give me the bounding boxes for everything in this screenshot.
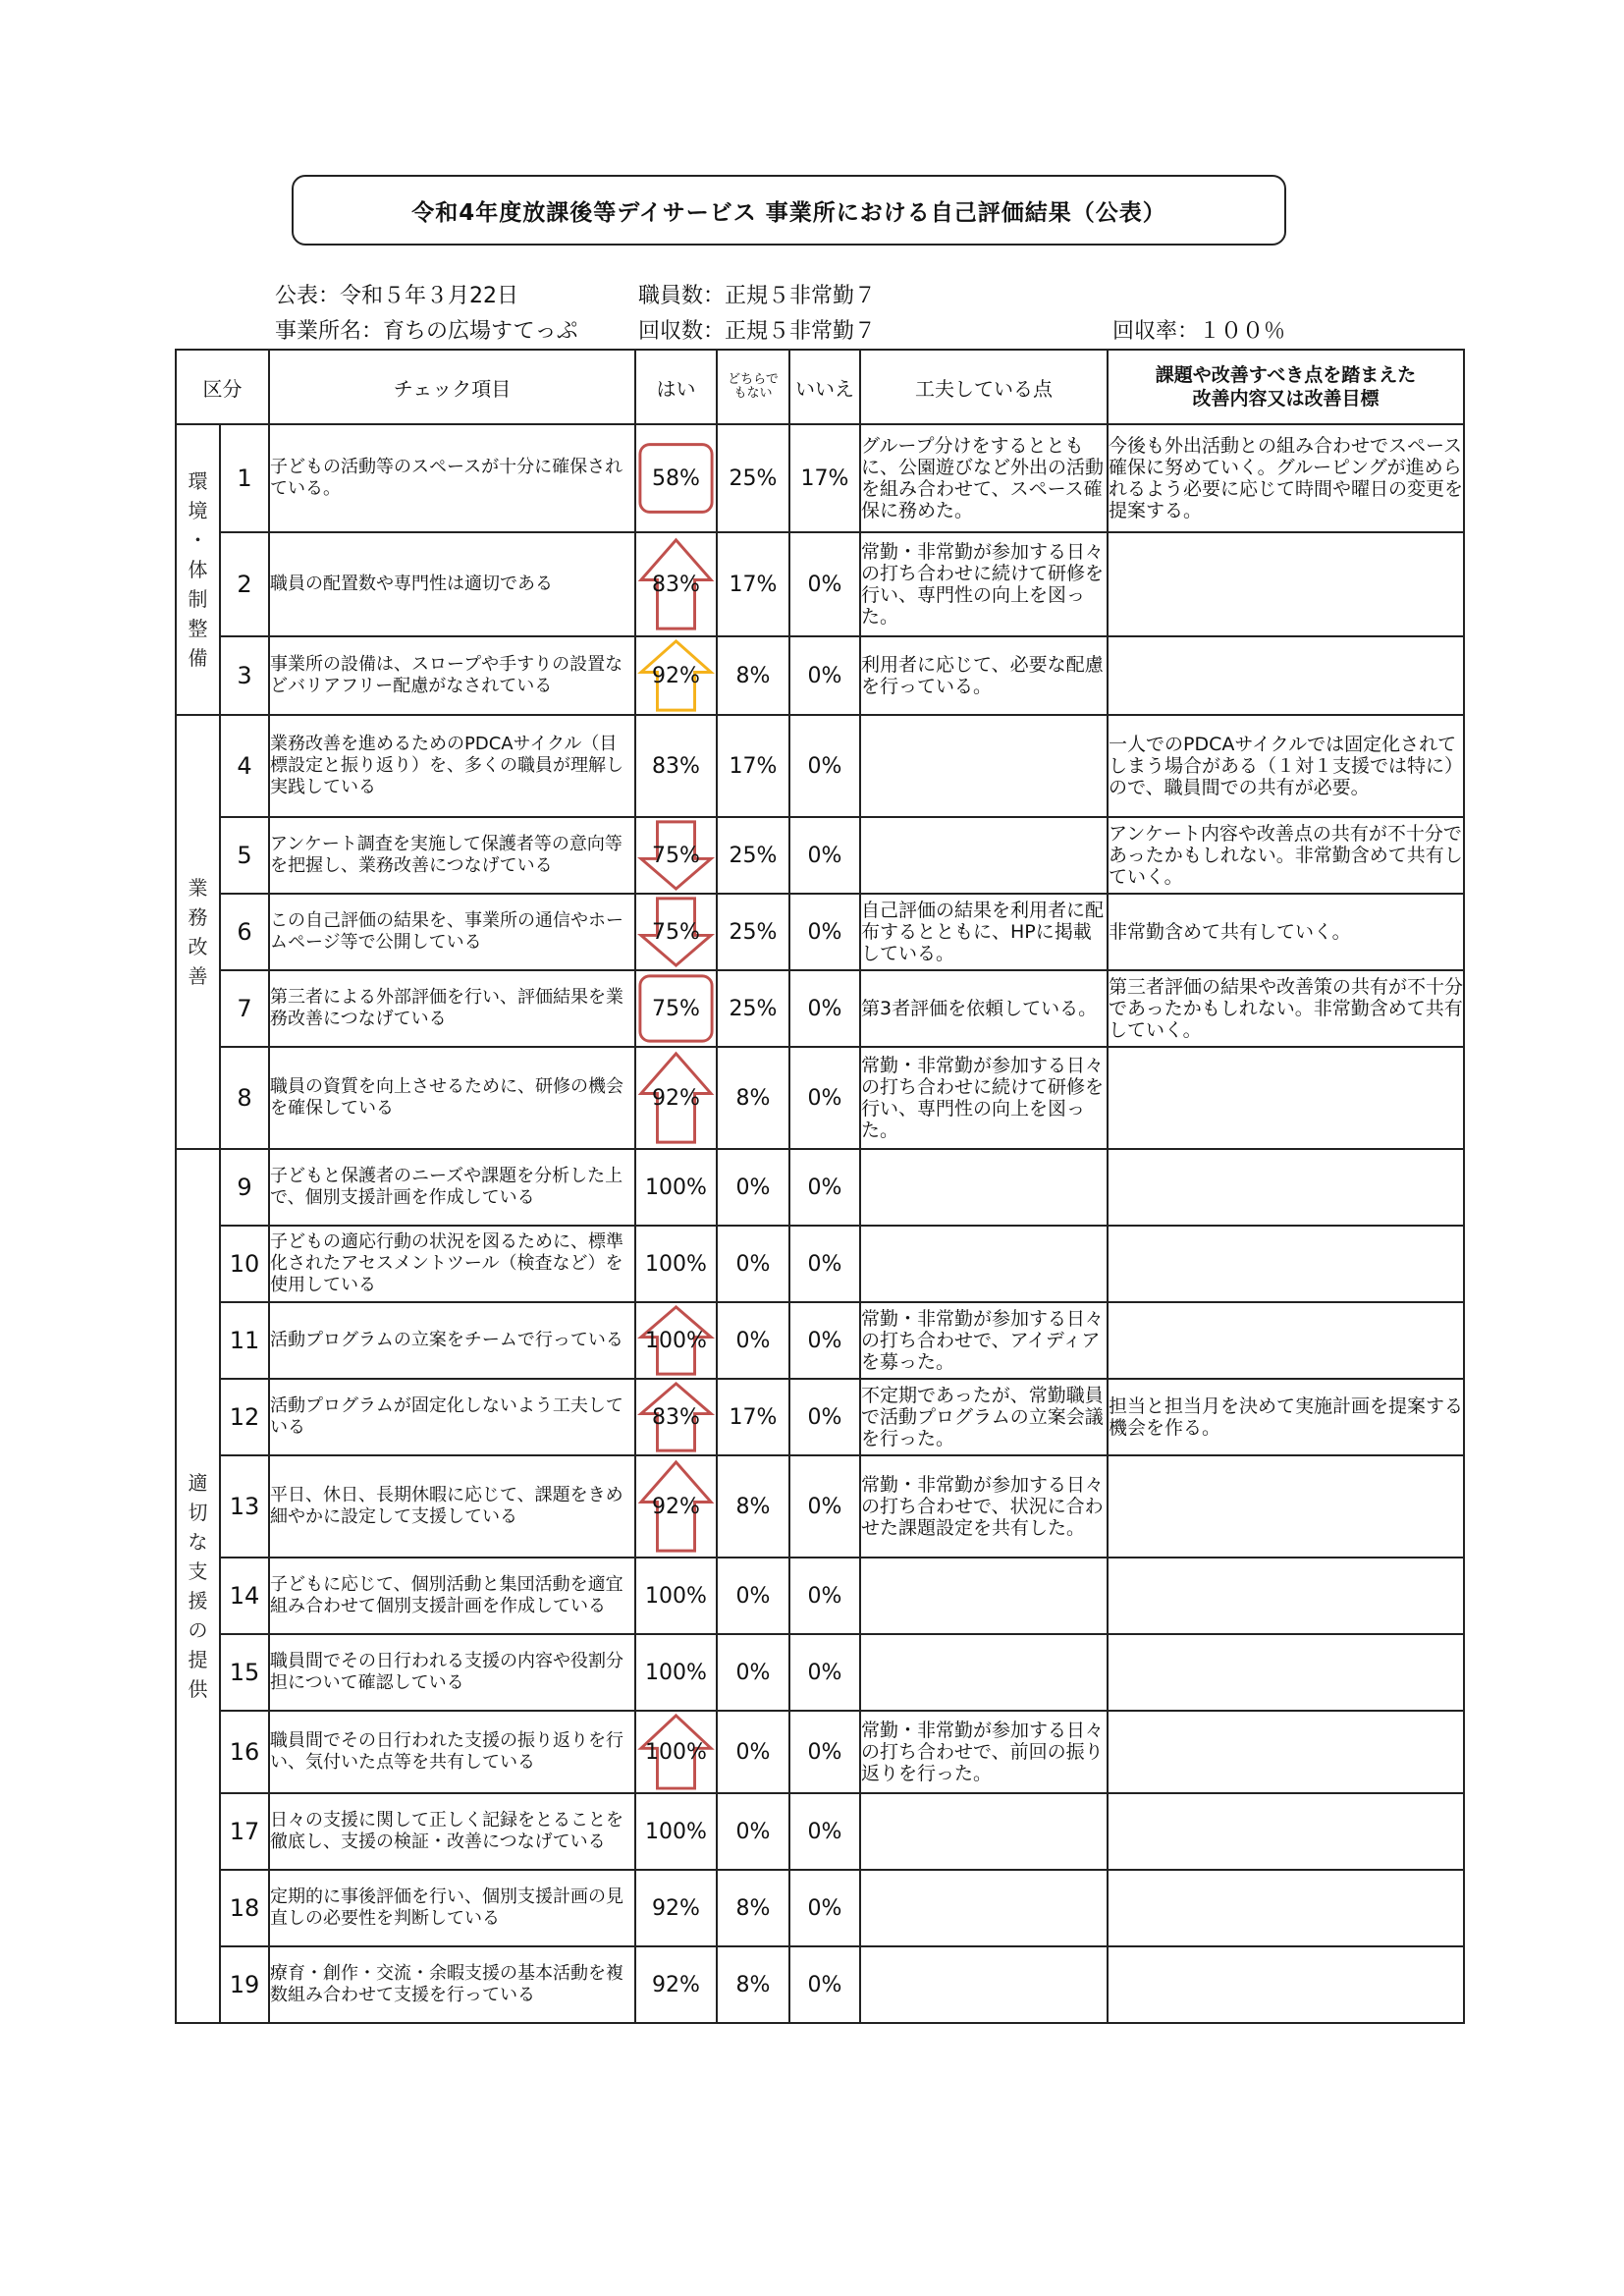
yes-percent: [635, 1870, 717, 1946]
issue-note: [1108, 1711, 1464, 1793]
neither-percent: 8%: [717, 636, 789, 715]
no-percent: 0%: [789, 1870, 860, 1946]
table-row: [176, 636, 1464, 715]
effort-note: 常勤・非常勤が参加する日々の打ち合わせで、前回の振り返りを行った。: [860, 1711, 1108, 1793]
category-char: 切: [188, 1501, 208, 1524]
effort-note: 常勤・非常勤が参加する日々の打ち合わせで、アイディアを募った。: [860, 1302, 1108, 1379]
issue-note: [1108, 1226, 1464, 1302]
row-number: 12: [220, 1379, 269, 1455]
category-char: の: [188, 1618, 208, 1642]
no-percent: 0%: [789, 970, 860, 1047]
check-item: 子どもに応じて、個別活動と集団活動を適宜組み合わせて個別支援計画を作成している: [269, 1558, 635, 1634]
yes-percent: [635, 1302, 717, 1379]
yes-value: 83%: [652, 753, 700, 779]
header-row: [176, 350, 1464, 424]
no-percent: 0%: [789, 817, 860, 894]
row-number: 17: [220, 1793, 269, 1870]
row-number: 6: [220, 894, 269, 970]
category-char: 供: [188, 1677, 208, 1701]
yes-percent: [635, 1793, 717, 1870]
check-item: 職員間でその日行われる支援の内容や役割分担について確認している: [269, 1634, 635, 1711]
table-row: [176, 1226, 1464, 1302]
issue-note: [1108, 1455, 1464, 1558]
yes-value: 83%: [652, 572, 700, 597]
effort-note: 自己評価の結果を利用者に配布するとともに、HPに掲載している。: [860, 894, 1108, 970]
header-item: チェック項目: [269, 350, 635, 424]
header-effort: 工夫している点: [860, 350, 1108, 424]
category-char: 制: [188, 587, 208, 611]
issue-note: 一人でのPDCAサイクルでは固定化されてしまう場合がある（１対１支援では特に）ので、職員間での共有が必要。: [1108, 715, 1464, 817]
issue-note: 今後も外出活動との組み合わせでスペース確保に努めていく。グルーピングが進められるよう必要に応じて時間や曜日の変更を提案する。: [1108, 424, 1464, 532]
yes-percent: [635, 817, 717, 894]
issue-note: [1108, 1793, 1464, 1870]
issue-note: 担当と担当月を決めて実施計画を提案する機会を作る。: [1108, 1379, 1464, 1455]
yes-value: 100%: [645, 1819, 707, 1844]
neither-percent: 17%: [717, 1379, 789, 1455]
effort-note: [860, 715, 1108, 817]
neither-percent: 8%: [717, 1946, 789, 2023]
table-row: [176, 1047, 1464, 1149]
header-neither: [717, 350, 789, 424]
collection-rate: 回収率：１００％: [1112, 319, 1286, 344]
issue-note: [1108, 1870, 1464, 1946]
yes-value: 75%: [652, 843, 700, 868]
issue-note: [1108, 1558, 1464, 1634]
no-percent: 0%: [789, 1634, 860, 1711]
check-item: 子どもの活動等のスペースが十分に確保されている。: [269, 424, 635, 532]
table-row: [176, 1455, 1464, 1558]
yes-value: 100%: [645, 1739, 707, 1765]
no-percent: 0%: [789, 1226, 860, 1302]
collected-count: 回収数：正規５非常勤７: [638, 319, 877, 344]
category-char: 改: [188, 935, 208, 958]
issue-note: [1108, 532, 1464, 636]
no-percent: 0%: [789, 1946, 860, 2023]
table-row: [176, 1793, 1464, 1870]
effort-note: [860, 1558, 1108, 1634]
category-char: 務: [188, 905, 208, 929]
neither-percent: 0%: [717, 1226, 789, 1302]
category-char: な: [188, 1530, 208, 1554]
no-percent: 0%: [789, 1558, 860, 1634]
no-percent: 0%: [789, 1379, 860, 1455]
neither-percent: 17%: [717, 715, 789, 817]
category-char: 境: [188, 499, 208, 522]
issue-note: 非常勤含めて共有していく。: [1108, 894, 1464, 970]
yes-percent: [635, 1379, 717, 1455]
effort-note: 第3者評価を依頼している。: [860, 970, 1108, 1047]
category-char: ・: [188, 528, 208, 552]
effort-note: [860, 1226, 1108, 1302]
table-row: [176, 1946, 1464, 2023]
header-category: 区分: [176, 350, 269, 424]
row-number: 13: [220, 1455, 269, 1558]
issue-note: 第三者評価の結果や改善策の共有が不十分であったかもしれない。非常勤含めて共有していく。: [1108, 970, 1464, 1047]
row-number: 1: [220, 424, 269, 532]
yes-percent: [635, 1946, 717, 2023]
table-row: [176, 532, 1464, 636]
issue-note: [1108, 1047, 1464, 1149]
category-char: 善: [188, 964, 208, 988]
table-row: [176, 1149, 1464, 1226]
check-item: 事業所の設備は、スロープや手すりの設置などバリアフリー配慮がなされている: [269, 636, 635, 715]
neither-percent: 0%: [717, 1558, 789, 1634]
yes-value: 92%: [652, 1494, 700, 1519]
check-item: この自己評価の結果を、事業所の通信やホームページ等で公開している: [269, 894, 635, 970]
table-row: [176, 715, 1464, 817]
issue-note: [1108, 636, 1464, 715]
yes-value: 92%: [652, 1085, 700, 1111]
category-char: 整: [188, 617, 208, 640]
table-row: [176, 424, 1464, 532]
row-number: 11: [220, 1302, 269, 1379]
category-appropriate-support: [176, 1149, 220, 2023]
no-percent: 0%: [789, 715, 860, 817]
neither-percent: 8%: [717, 1455, 789, 1558]
category-char: 援: [188, 1589, 208, 1613]
effort-note: [860, 1946, 1108, 2023]
issue-note: [1108, 1302, 1464, 1379]
category-business-improvement: [176, 715, 220, 1149]
yes-value: 92%: [652, 1972, 700, 1997]
neither-percent: 0%: [717, 1634, 789, 1711]
issue-note: アンケート内容や改善点の共有が不十分であったかもしれない。非常勤含めて共有していく。: [1108, 817, 1464, 894]
yes-percent: [635, 1455, 717, 1558]
effort-note: 不定期であったが、常勤職員で活動プログラムの立案会議を行った。: [860, 1379, 1108, 1455]
neither-percent: 0%: [717, 1711, 789, 1793]
yes-percent: [635, 715, 717, 817]
check-item: 子どもと保護者のニーズや課題を分析した上で、個別支援計画を作成している: [269, 1149, 635, 1226]
yes-percent: [635, 1711, 717, 1793]
category-char: 適: [188, 1471, 208, 1495]
effort-note: [860, 1149, 1108, 1226]
evaluation-table: [175, 349, 1465, 2024]
table-row: [176, 1870, 1464, 1946]
effort-note: [860, 817, 1108, 894]
no-percent: 0%: [789, 532, 860, 636]
table-row: [176, 970, 1464, 1047]
yes-percent: [635, 1149, 717, 1226]
yes-percent: [635, 1226, 717, 1302]
row-number: 9: [220, 1149, 269, 1226]
no-percent: 0%: [789, 1711, 860, 1793]
yes-percent: [635, 1558, 717, 1634]
office-name: 事業所名：育ちの広場すてっぷ: [275, 319, 578, 344]
row-number: 8: [220, 1047, 269, 1149]
category-char: 備: [188, 646, 208, 670]
effort-note: 常勤・非常勤が参加する日々の打ち合わせに続けて研修を行い、専門性の向上を図った。: [860, 1047, 1108, 1149]
yes-value: 100%: [645, 1583, 707, 1609]
yes-value: 92%: [652, 1895, 700, 1921]
row-number: 19: [220, 1946, 269, 2023]
no-percent: 0%: [789, 1302, 860, 1379]
row-number: 16: [220, 1711, 269, 1793]
yes-percent: [635, 1634, 717, 1711]
effort-note: [860, 1634, 1108, 1711]
no-percent: 0%: [789, 1793, 860, 1870]
yes-percent: [635, 636, 717, 715]
effort-note: [860, 1793, 1108, 1870]
check-item: 職員の配置数や専門性は適切である: [269, 532, 635, 636]
no-percent: 0%: [789, 1047, 860, 1149]
yes-percent: [635, 970, 717, 1047]
row-number: 4: [220, 715, 269, 817]
effort-note: 常勤・非常勤が参加する日々の打ち合わせで、状況に合わせた課題設定を共有した。: [860, 1455, 1108, 1558]
yes-percent: [635, 424, 717, 532]
row-number: 15: [220, 1634, 269, 1711]
category-char: 提: [188, 1648, 208, 1671]
published-date: 公表：令和５年３月22日: [275, 284, 518, 308]
neither-percent: 25%: [717, 424, 789, 532]
table-row: [176, 1634, 1464, 1711]
check-item: 業務改善を進めるためのPDCAサイクル（目標設定と振り返り）を、多くの職員が理解し実践している: [269, 715, 635, 817]
no-percent: 0%: [789, 1149, 860, 1226]
yes-value: 100%: [645, 1175, 707, 1200]
no-percent: 0%: [789, 636, 860, 715]
effort-note: [860, 1870, 1108, 1946]
row-number: 14: [220, 1558, 269, 1634]
header-no: いいえ: [789, 350, 860, 424]
category-char: 支: [188, 1559, 208, 1583]
table-row: [176, 817, 1464, 894]
row-number: 5: [220, 817, 269, 894]
issue-note: [1108, 1634, 1464, 1711]
yes-percent: [635, 1047, 717, 1149]
row-number: 10: [220, 1226, 269, 1302]
yes-value: 75%: [652, 919, 700, 945]
header-neither-line2: もない: [733, 386, 773, 401]
check-item: アンケート調査を実施して保護者等の意向等を把握し、業務改善につなげている: [269, 817, 635, 894]
table-row: [176, 894, 1464, 970]
page-title: 令和4年度放課後等デイサービス 事業所における自己評価結果（公表）: [292, 175, 1286, 246]
no-percent: 0%: [789, 1455, 860, 1558]
yes-value: 100%: [645, 1660, 707, 1685]
check-item: 第三者による外部評価を行い、評価結果を業務改善につなげている: [269, 970, 635, 1047]
neither-percent: 17%: [717, 532, 789, 636]
neither-percent: 25%: [717, 894, 789, 970]
row-number: 18: [220, 1870, 269, 1946]
header-issue-line1: 課題や改善すべき点を踏まえた: [1155, 364, 1417, 386]
issue-note: [1108, 1946, 1464, 2023]
row-number: 7: [220, 970, 269, 1047]
yes-percent: [635, 532, 717, 636]
check-item: 子どもの適応行動の状況を図るために、標準化されたアセスメントツール（検査など）を使用している: [269, 1226, 635, 1302]
check-item: 平日、休日、長期休暇に応じて、課題をきめ細やかに設定して支援している: [269, 1455, 635, 1558]
neither-percent: 25%: [717, 817, 789, 894]
yes-value: 92%: [652, 663, 700, 688]
table-row: [176, 1558, 1464, 1634]
header-neither-line1: どちらで: [728, 372, 779, 387]
check-item: 療育・創作・交流・余暇支援の基本活動を複数組み合わせて支援を行っている: [269, 1946, 635, 2023]
effort-note: グループ分けをするとともに、公園遊びなど外出の活動を組み合わせて、スペース確保に務めた。: [860, 424, 1108, 532]
check-item: 活動プログラムが固定化しないよう工夫している: [269, 1379, 635, 1455]
row-number: 3: [220, 636, 269, 715]
yes-percent: [635, 894, 717, 970]
check-item: 職員の資質を向上させるために、研修の機会を確保している: [269, 1047, 635, 1149]
category-environment: [176, 424, 220, 715]
neither-percent: 25%: [717, 970, 789, 1047]
check-item: 日々の支援に関して正しく記録をとることを徹底し、支援の検証・改善につなげている: [269, 1793, 635, 1870]
yes-value: 100%: [645, 1328, 707, 1353]
table-row: [176, 1711, 1464, 1793]
neither-percent: 0%: [717, 1302, 789, 1379]
yes-value: 58%: [652, 465, 700, 491]
neither-percent: 8%: [717, 1870, 789, 1946]
category-char: 環: [188, 469, 208, 493]
staff-count: 職員数：正規５非常勤７: [638, 284, 877, 308]
effort-note: 利用者に応じて、必要な配慮を行っている。: [860, 636, 1108, 715]
issue-note: [1108, 1149, 1464, 1226]
neither-percent: 0%: [717, 1149, 789, 1226]
table-row: [176, 1302, 1464, 1379]
check-item: 活動プログラムの立案をチームで行っている: [269, 1302, 635, 1379]
yes-value: 83%: [652, 1404, 700, 1430]
category-char: 体: [188, 558, 208, 581]
effort-note: 常勤・非常勤が参加する日々の打ち合わせに続けて研修を行い、専門性の向上を図った。: [860, 532, 1108, 636]
neither-percent: 8%: [717, 1047, 789, 1149]
yes-value: 100%: [645, 1251, 707, 1277]
table-row: [176, 1379, 1464, 1455]
yes-value: 75%: [652, 996, 700, 1021]
neither-percent: 0%: [717, 1793, 789, 1870]
header-issue: [1108, 350, 1464, 424]
header-issue-line2: 改善内容又は改善目標: [1192, 388, 1380, 410]
no-percent: 0%: [789, 894, 860, 970]
check-item: 定期的に事後評価を行い、個別支援計画の見直しの必要性を判断している: [269, 1870, 635, 1946]
row-number: 2: [220, 532, 269, 636]
category-char: 業: [188, 876, 208, 900]
check-item: 職員間でその日行われた支援の振り返りを行い、気付いた点等を共有している: [269, 1711, 635, 1793]
no-percent: 17%: [789, 424, 860, 532]
header-yes: はい: [635, 350, 717, 424]
